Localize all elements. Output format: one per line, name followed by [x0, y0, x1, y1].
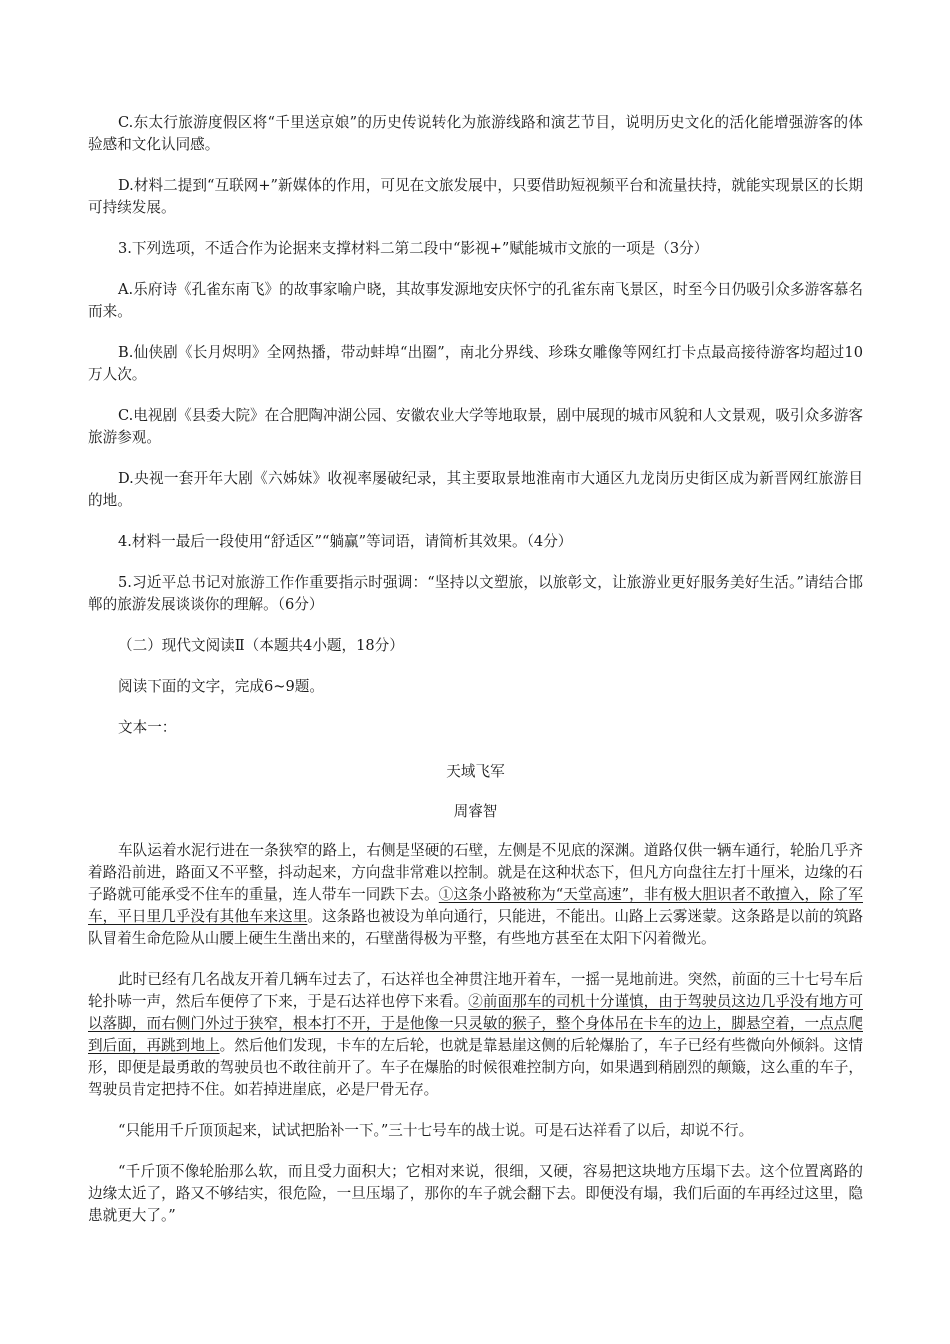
text-one-label: 文本一： [118, 719, 177, 736]
story-paragraph-1 [88, 840, 863, 950]
underlined-sentence-2: ②前面那车的司机十分谨慎，由于驾驶员这边几乎没有地方可以落脚，而右侧门外过于狭窄，根本打不开，于是他像一只灵敏的猴子，整个身体吊在卡车的边上，脚悬空着，一点点爬到后面，再跳到地上 [88, 993, 863, 1054]
paragraph-text: 。然后他们发现，卡车的左后轮，也就是靠悬崖这侧的后轮爆胎了，车子已经有些微向外倾斜。这情形，即便是最勇敢的驾驶员也不敢往前开了。车子在爆胎的时候很难控制方向，如果遇到稍剧烈的颠簸，这么重的车子，驾驶员肯定把持不住。如若掉进崖底，必是尸骨无存。 [88, 1037, 863, 1098]
question-2-option-c: C.东太行旅游度假区将“千里送京娘”的历史传说转化为旅游线路和演艺节目，说明历史文化的活化能增强游客的体验感和文化认同感。 [88, 114, 863, 153]
underlined-sentence-1: ①这条小路被称为“天堂高速”，非有极大胆识者不敢擅入，除了军车，平日里几乎没有其他车来这里 [88, 886, 863, 925]
paragraph-text: 。这条路也被设为单向通行，只能进，不能出。山路上云雾迷蒙。这条路是以前的筑路队冒着生命危险从山腰上硬生生凿出来的，石壁凿得极为平整，有些地方甚至在太阳下闪着微光。 [88, 908, 863, 947]
story-author: 周睿智 [453, 803, 498, 820]
paragraph-text: 车队运着水泥行进在一条狭窄的路上，右侧是坚硬的石壁，左侧是不见底的深渊。道路仅供一辆车通行，轮胎几乎齐着路沿前进，路面又不平整，抖动起来，方向盘非常难以控制。就是在这种状态下，但凡方向盘往左打十厘米，边缘的石子路就可能承受不住车的重量，连人带车一同跌下去。 [88, 842, 863, 903]
question-3-option-d: D.央视一套开年大剧《六姊妹》收视率屡破纪录，其主要取景地淮南市大通区九龙岗历史街区成为新晋网红旅游目的地。 [88, 470, 863, 509]
section-heading: （二）现代文阅读Ⅱ（本题共4小题，18分） [118, 637, 404, 654]
paragraph-text: 此时已经有几名战友开着几辆车过去了，石达祥也全神贯注地开着车，一摇一晃地前进。突然，前面的三十七号车后轮扑哧一声，然后车便停了下来，于是石达祥也停下来看。 [88, 971, 863, 1010]
story-paragraph-4: “千斤顶不像轮胎那么软，而且受力面积大；它相对来说，很细，又硬，容易把这块地方压塌下去。这个位置离路的边缘太近了，路又不够结实，很危险，一旦压塌了，那你的车子就会翻下去。即便没有塌，我们后面的车再经过这里，隐患就更大了。” [88, 1163, 863, 1224]
question-3-stem: 3.下列选项，不适合作为论据来支撑材料二第二段中“影视+”赋能城市文旅的一项是（3分） [118, 240, 709, 257]
reading-instruction: 阅读下面的文字，完成6~9题。 [118, 678, 324, 695]
story-paragraph-3: “只能用千斤顶顶起来，试试把胎补一下。”三十七号车的战士说。可是石达祥看了以后，却说不行。 [118, 1122, 754, 1139]
question-3-option-a: A.乐府诗《孔雀东南飞》的故事家喻户晓，其故事发源地安庆怀宁的孔雀东南飞景区，时至今日仍吸引众多游客慕名而来。 [88, 281, 863, 320]
question-3-option-c: C.电视剧《县委大院》在合肥陶冲湖公园、安徽农业大学等地取景，剧中展现的城市风貌和人文景观，吸引众多游客旅游参观。 [88, 407, 863, 446]
question-5: 5.习近平总书记对旅游工作作重要指示时强调：“坚持以文塑旅，以旅彰文，让旅游业更好服务美好生活。”请结合邯郸的旅游发展谈谈你的理解。（6分） [88, 574, 863, 613]
question-4: 4.材料一最后一段使用“舒适区”“躺赢”等词语，请简析其效果。（4分） [118, 533, 573, 550]
document-page [88, 112, 863, 1227]
story-title: 天域飞军 [446, 763, 505, 780]
question-3-option-b: B.仙侠剧《长月烬明》全网热播，带动蚌埠“出圈”，南北分界线、珍珠女雕像等网红打卡点最高接待游客均超过10万人次。 [88, 344, 863, 383]
question-2-option-d: D.材料二提到“互联网+”新媒体的作用，可见在文旅发展中，只要借助短视频平台和流量扶持，就能实现景区的长期可持续发展。 [88, 177, 863, 216]
story-paragraph-2 [88, 969, 863, 1101]
